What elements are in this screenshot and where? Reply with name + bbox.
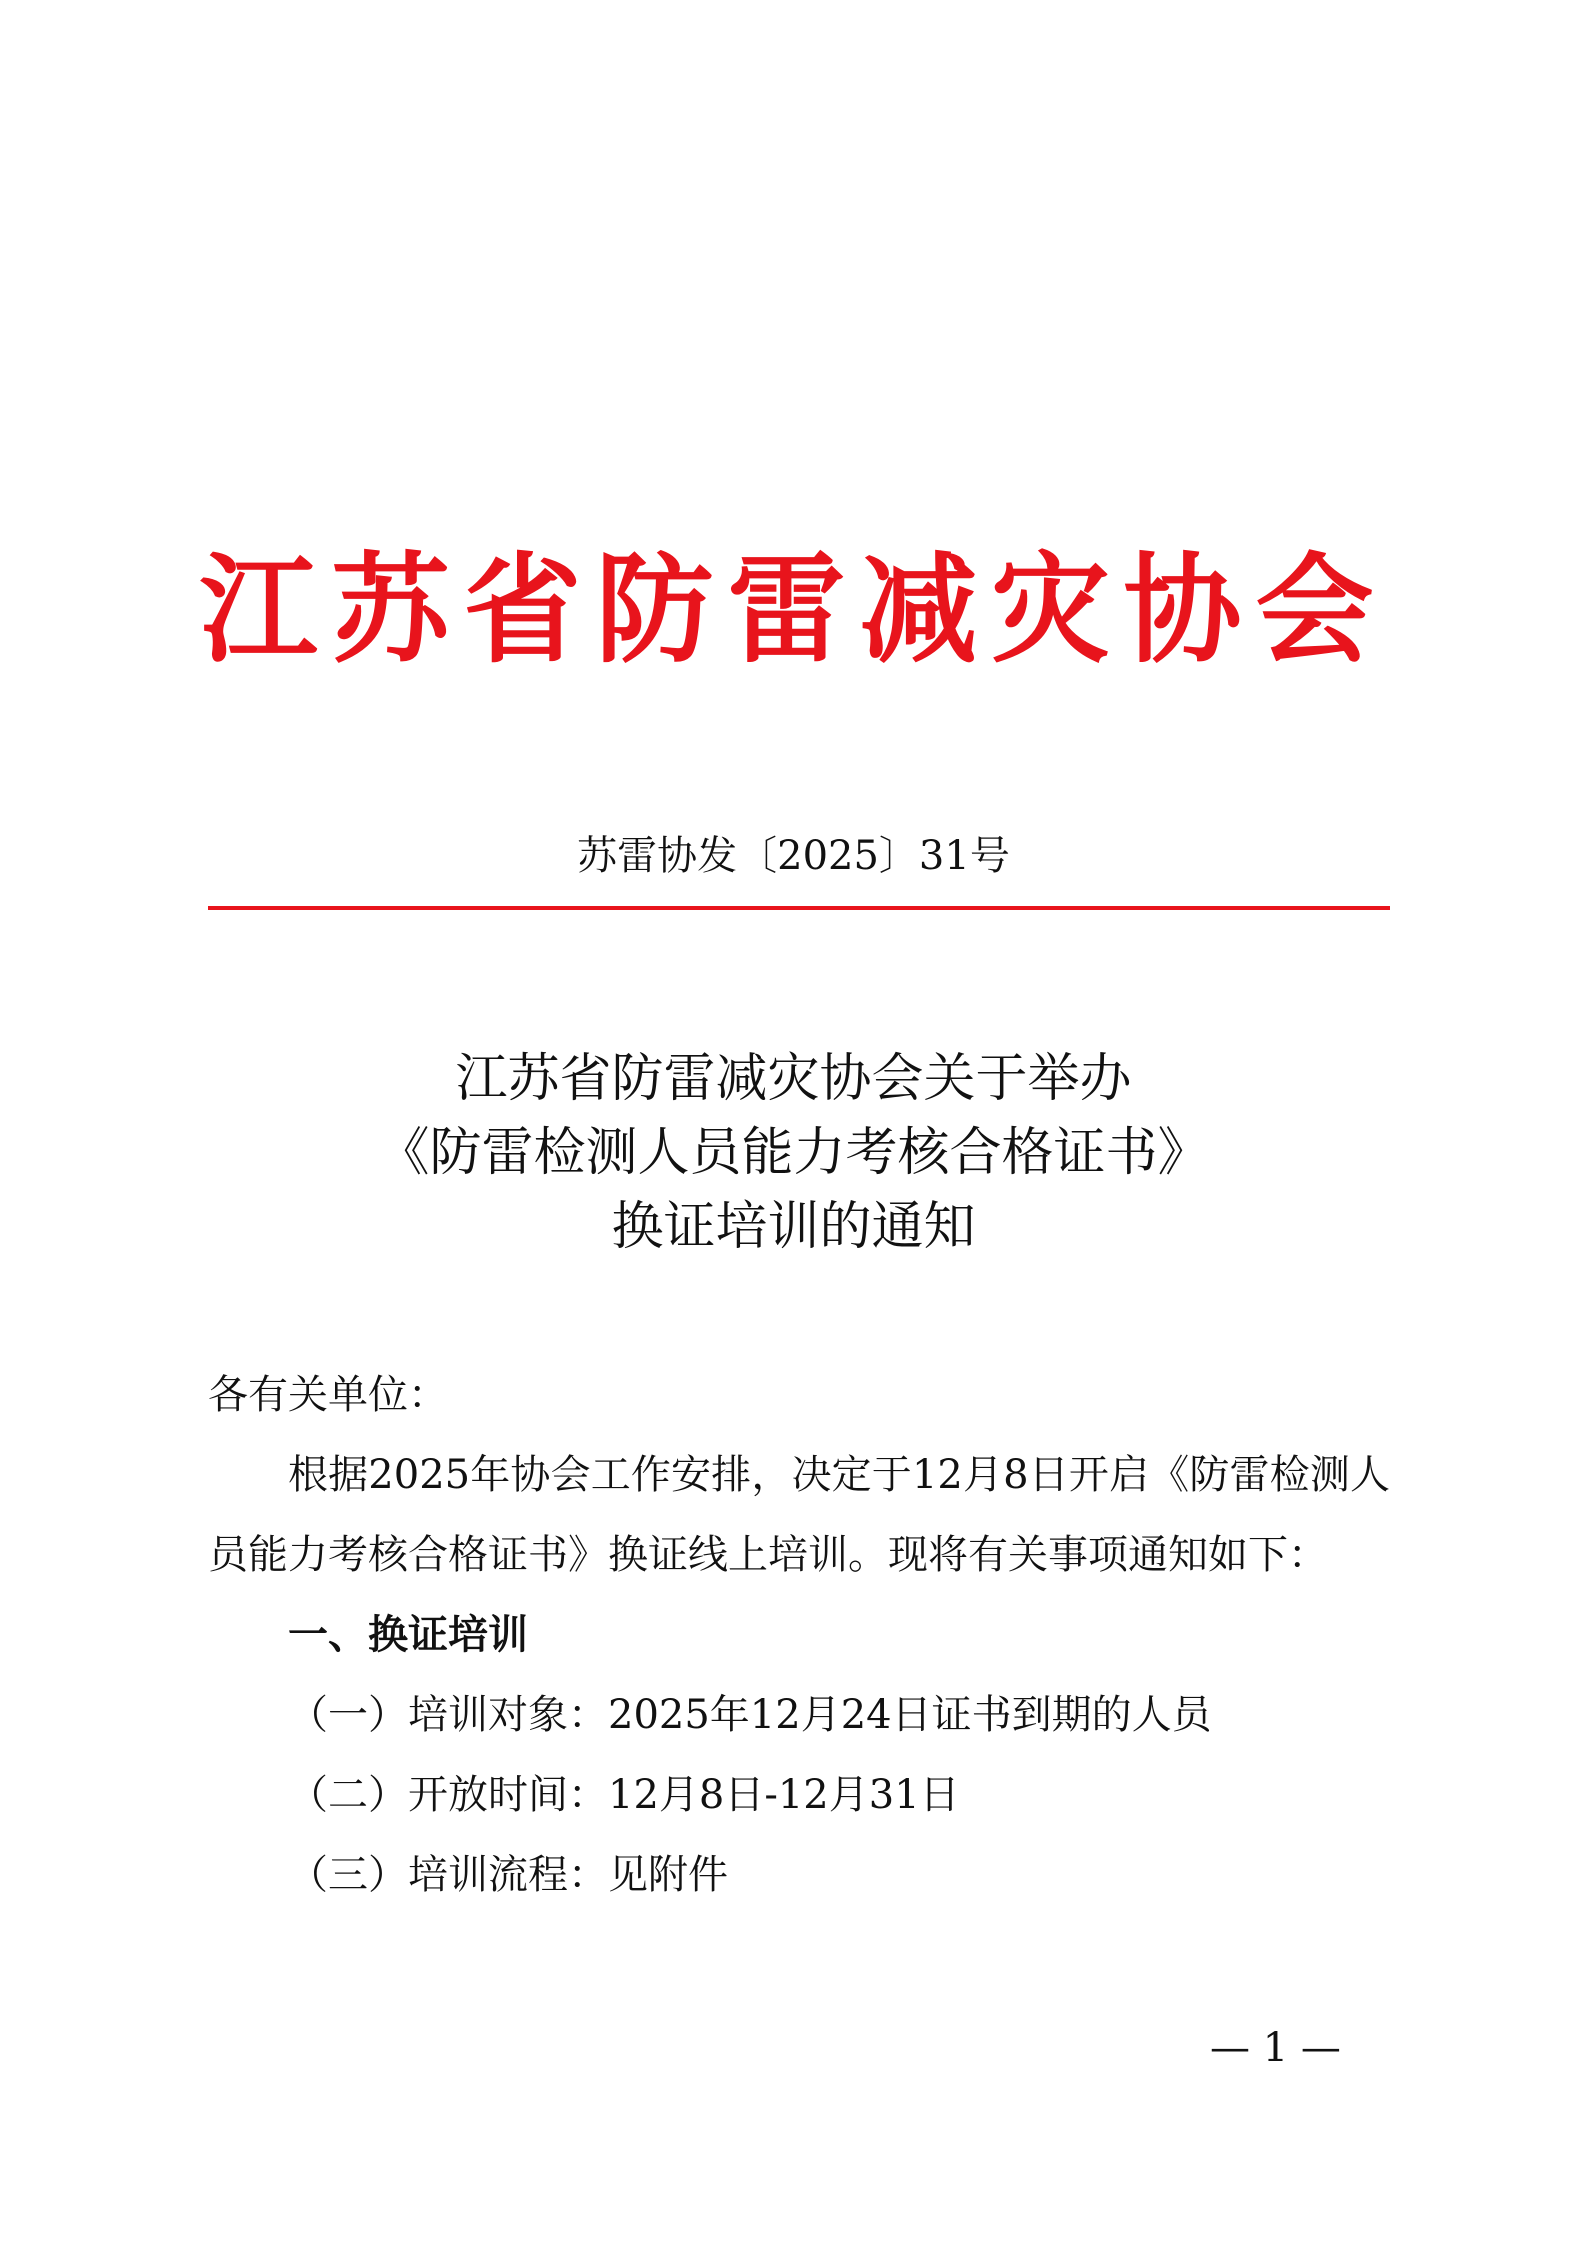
section-heading: 一、换证培训 [288, 1612, 528, 1658]
notice-body [208, 1355, 1390, 1915]
salutation: 各有关单位： [208, 1372, 448, 1418]
notice-title-line-3: 换证培训的通知 [611, 1197, 976, 1257]
notice-title [0, 1042, 1587, 1264]
letterhead-title: 江苏省防雷减灾协会 [199, 541, 1388, 679]
notice-title-line-1: 江苏省防雷减灾协会关于举办 [455, 1049, 1132, 1109]
section-item-process: （三）培训流程：见附件 [288, 1852, 728, 1898]
red-divider-line [208, 906, 1390, 910]
notice-title-line-2: 《防雷检测人员能力考核合格证书》 [377, 1123, 1210, 1183]
document-number: 苏雷协发〔2025〕31号 [577, 833, 1010, 879]
intro-paragraph: 根据2025年协会工作安排，决定于12月8日开启《防雷检测人员能力考核合格证书》换证线上培训。现将有关事项通知如下： [208, 1452, 1390, 1578]
section-item-target: （一）培训对象：2025年12月24日证书到期的人员 [288, 1692, 1212, 1738]
page-number: — 1 — [1210, 2025, 1341, 2071]
section-item-time: （二）开放时间：12月8日-12月31日 [288, 1772, 960, 1818]
